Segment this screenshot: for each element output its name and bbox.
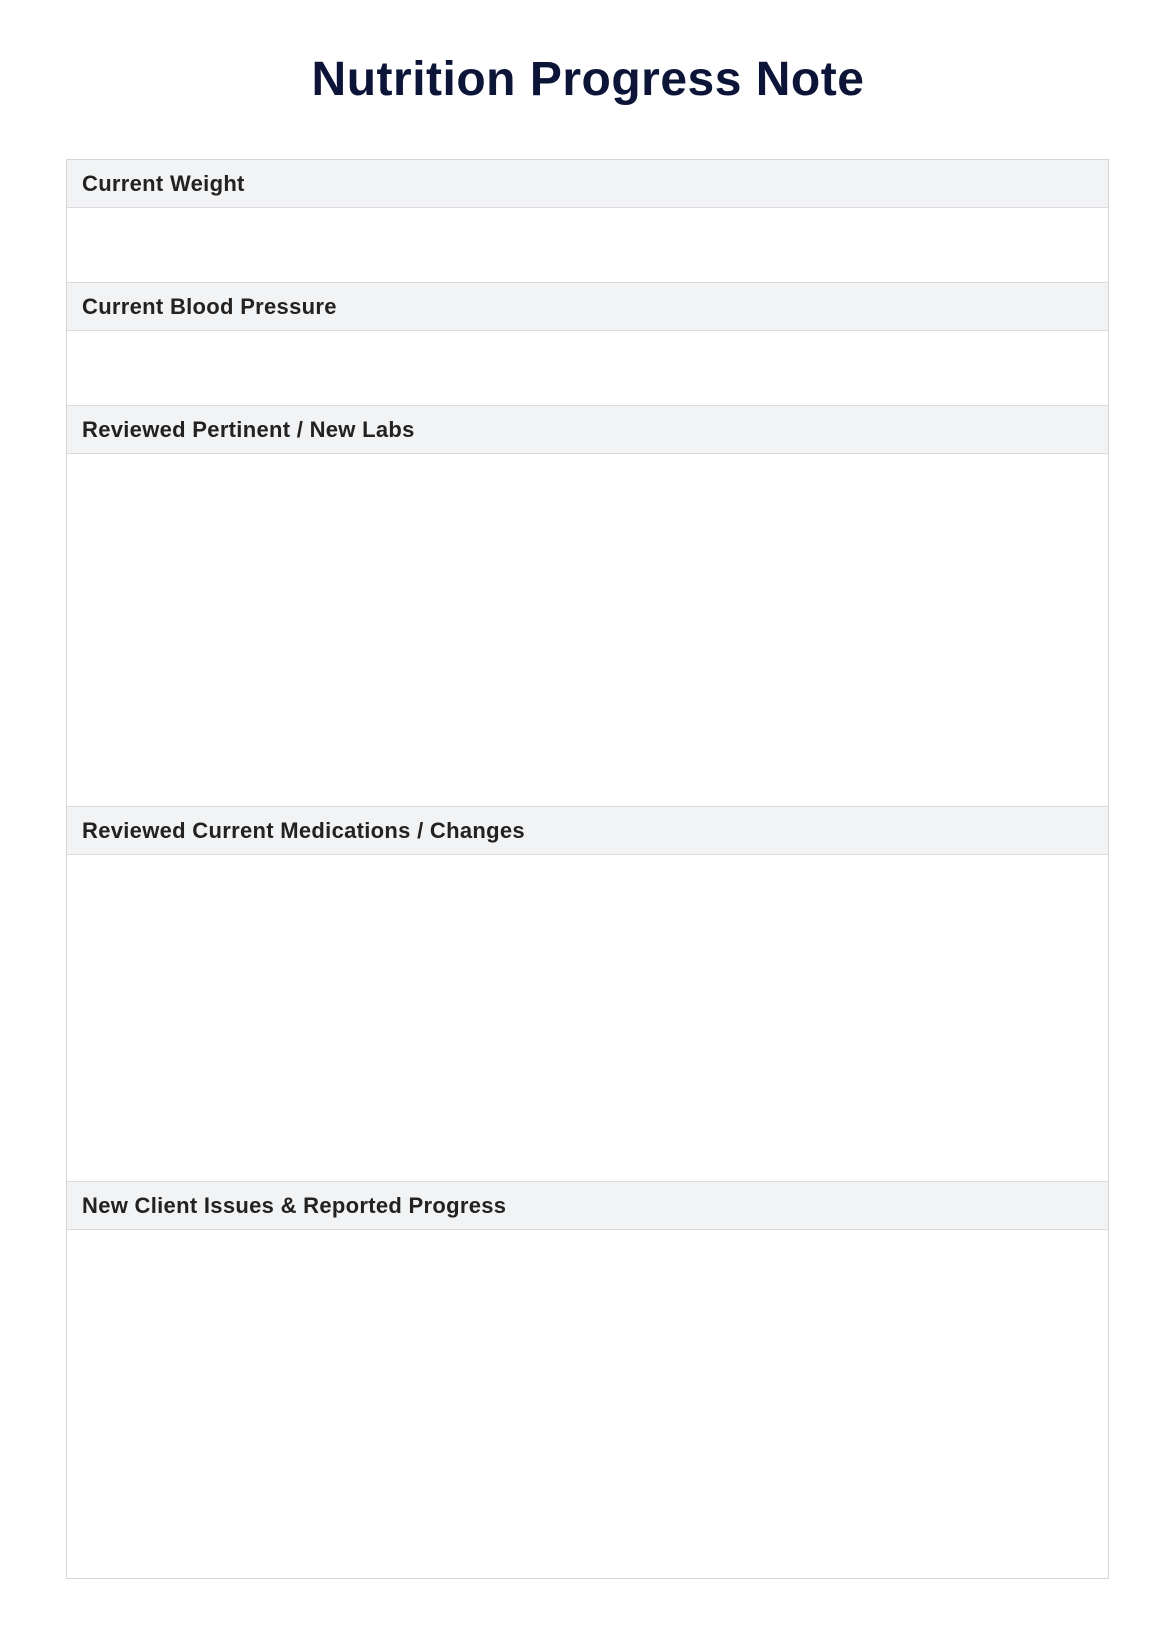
section-current-blood-pressure (67, 283, 1108, 406)
section-header-current-weight (67, 160, 1108, 208)
section-reviewed-labs (67, 406, 1108, 807)
current-weight-field[interactable] (67, 208, 1108, 283)
section-label: Current Blood Pressure (82, 293, 337, 319)
section-label: Reviewed Pertinent / New Labs (82, 416, 415, 442)
reviewed-labs-field[interactable] (67, 454, 1108, 807)
client-issues-progress-field[interactable] (67, 1230, 1108, 1578)
progress-note-form (66, 159, 1109, 1579)
section-header-reviewed-labs (67, 406, 1108, 454)
section-current-weight (67, 160, 1108, 283)
section-label: New Client Issues & Reported Progress (82, 1192, 507, 1218)
current-blood-pressure-field[interactable] (67, 331, 1108, 406)
section-header-current-blood-pressure (67, 283, 1108, 331)
section-header-client-issues-progress (67, 1182, 1108, 1230)
section-reviewed-medications (67, 807, 1108, 1182)
section-header-reviewed-medications (67, 807, 1108, 855)
page-title: Nutrition Progress Note (311, 53, 865, 106)
section-client-issues-progress (67, 1182, 1108, 1578)
section-label: Current Weight (82, 170, 245, 196)
section-label: Reviewed Current Medications / Changes (82, 817, 525, 843)
reviewed-medications-field[interactable] (67, 855, 1108, 1182)
